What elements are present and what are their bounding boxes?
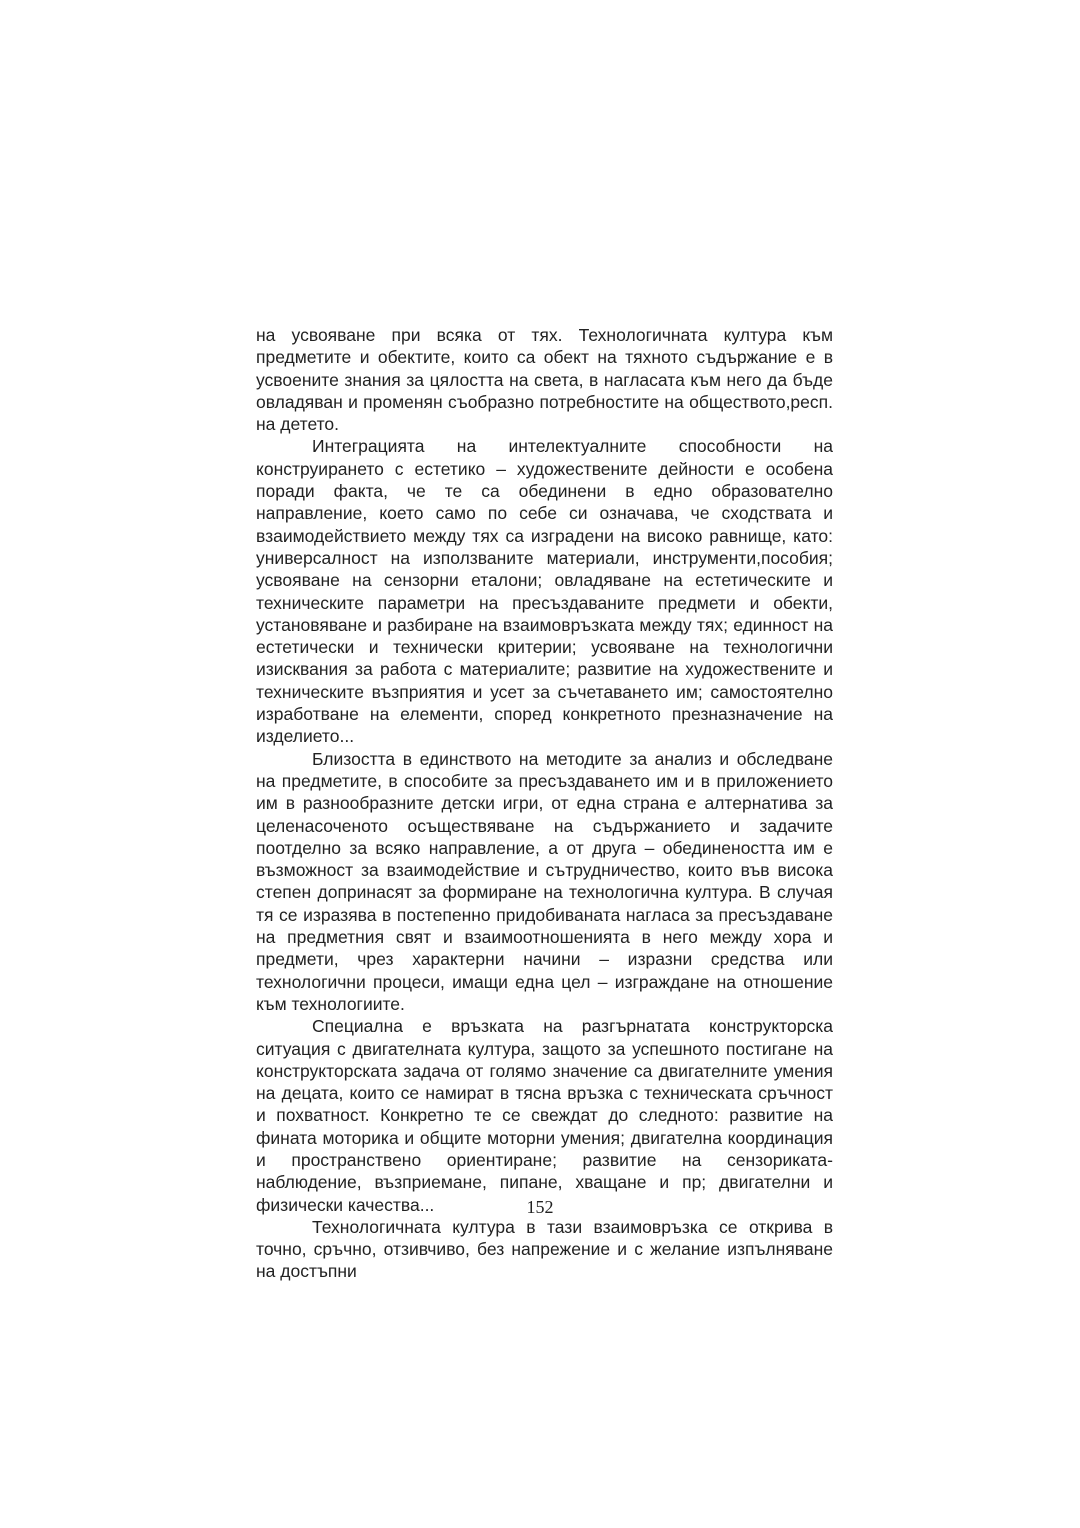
- paragraph-4: Специална е връзката на разгърнатата конструкторска ситуация с двигателната култура, защото за успешното постигане на конструкторската задача от голямо значение са двигателните умения на децата, които се намират в тясна връзка с техническата сръчност и похватност. Конкретно те се свеждат до следното: развитие на фината моторика и общите моторни умения; двигателна координация и пространствено ориентиране; развитие на сензориката- наблюдение, възприемане, пипане, хващане и пр; двигателни и физически качества...: [256, 1016, 833, 1215]
- body-text: [256, 324, 833, 1283]
- paragraph-2: Интеграцията на интелектуалните способности на конструирането с естетико – художествените дейности е особена поради факта, че те са обединени в едно образователно направление, което само по себе си означава, че сходствата и взаимодействието между тях са изградени на високо равнище, като: универсалност на използваните материали, инструменти,пособия; усвояване на сензорни еталони; овладяване на естетическите и техническите параметри на пресъздаваните предмети и обекти, установяване и разбиране на взаимовръзката между тях; единност на естетически и технически критерии; усвояване на технологични изисквания за работа с материалите; развитие на художествените и техническите възприятия и усет за съчетаването им; самостоятелно изработване на елементи, според конкретното презназначение на изделието...: [256, 436, 833, 747]
- paragraph-5: Технологичната култура в тази взаимовръзка се открива в точно, сръчно, отзивчиво, без напрежение и с желание изпълняване на достъпни: [256, 1216, 833, 1282]
- paragraph-1: на усвояване при всяка от тях. Технологичната култура към предметите и обектите, които са обект на тяхното съдържание е в усвоените знания за цялостта на света, в нагласата към него да бъде овладяван и променян съобразно потребностите на обществото,респ. на детето.: [256, 325, 833, 435]
- paragraph-3: Близостта в единството на методите за анализ и обследване на предметите, в способите за пресъздаването им и в приложението им в разнообразните детски игри, от една страна е алтернатива за целенасоченото осъществяване на съдържанието и задачите поотделно за всяко направление, а от друга – обединеността им е възможност за взаимодействие и сътрудничество, които във висока степен допринасят за формиране на технологична култура. В случая тя се изразява в постепенно придобиваната нагласа за пресъздаване на предметния свят и взаимоотношенията в него между хора и предмети, чрез характерни начини – изразни средства или технологични процеси, имащи една цел – изграждане на отношение към технологиите.: [256, 748, 833, 1014]
- page-number: 152: [526, 1197, 554, 1217]
